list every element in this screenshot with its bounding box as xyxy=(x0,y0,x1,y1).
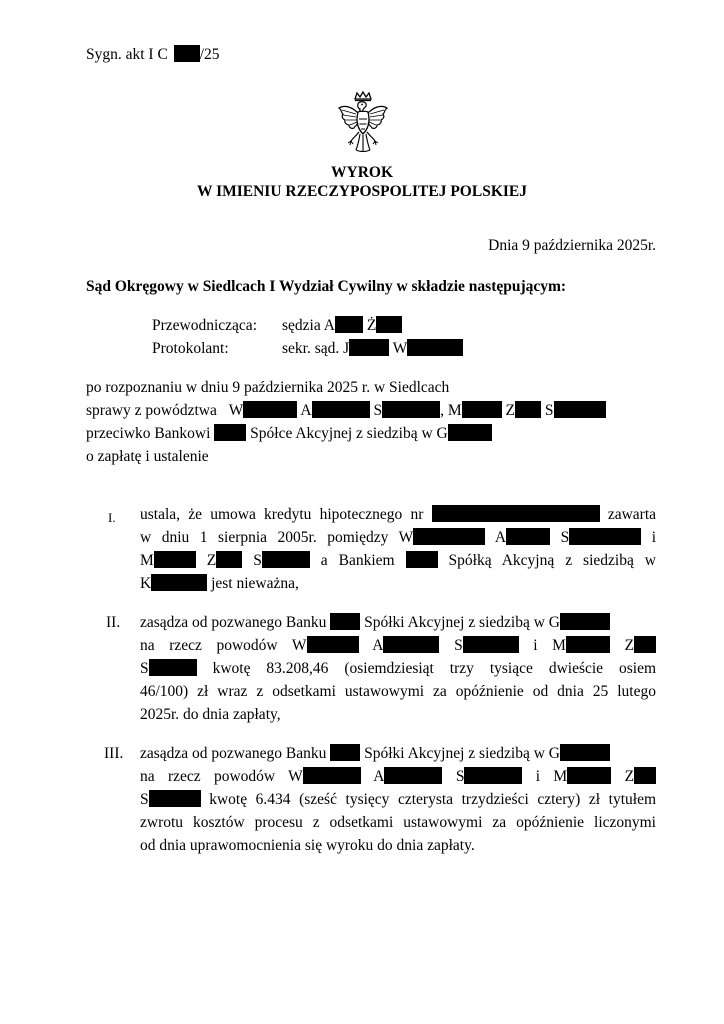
redaction-block xyxy=(243,401,297,418)
text: kwotę 83.208,46 (osiemdziesiąt trzy tysiące dwieście osiem xyxy=(212,660,657,677)
text: zasądza od pozwanego Banku xyxy=(140,745,327,762)
redaction-block xyxy=(462,401,502,418)
judgment-title: WYROK xyxy=(331,164,393,181)
point-numeral: I. xyxy=(108,510,116,525)
redaction-block xyxy=(413,528,485,545)
redaction-block xyxy=(432,505,600,522)
text: na rzecz powodów W xyxy=(140,768,303,785)
redaction-block xyxy=(569,528,641,545)
point-2-line-1 xyxy=(140,612,610,634)
redaction-block xyxy=(464,767,522,784)
initial: S xyxy=(455,768,465,785)
redaction-block xyxy=(384,767,442,784)
redaction-block xyxy=(634,767,656,784)
initial: S xyxy=(454,637,463,654)
text: jest nieważna, xyxy=(211,575,299,592)
redaction-block xyxy=(330,744,360,761)
initial: Z xyxy=(206,552,217,569)
text: i xyxy=(651,529,657,546)
point-1-line-4 xyxy=(140,573,299,595)
redaction-block xyxy=(383,636,439,653)
redaction-block xyxy=(312,401,370,418)
redaction-block xyxy=(566,636,610,653)
redaction-block xyxy=(262,551,310,568)
proceedings-line: po rozpoznaniu w dniu 9 października 2025 r. w Siedlcach xyxy=(86,379,450,396)
redaction-block xyxy=(463,636,519,653)
point-1-line-3 xyxy=(140,550,656,572)
judgment-subtitle: W IMIENIU RZECZYPOSPOLITEJ POLSKIEJ xyxy=(196,183,528,200)
text: kwotę 6.434 (sześć tysięcy czterysta trzydzieści cztery) zł tytułem xyxy=(209,791,657,808)
case-reference-suffix: /25 xyxy=(199,46,220,63)
judge-initial: Ż xyxy=(366,317,377,334)
point-numeral: II. xyxy=(106,614,121,631)
point-3-line-2 xyxy=(140,766,656,788)
point-2-line-2 xyxy=(140,635,656,657)
redaction-block xyxy=(382,401,440,418)
redaction-block xyxy=(634,636,656,653)
text: w dniu 1 sierpnia 2005r. pomiędzy W xyxy=(140,529,414,546)
polish-eagle-emblem-icon xyxy=(337,90,389,154)
court-composition: Sąd Okręgowy w Siedlcach I Wydział Cywilny w składzie następującym: xyxy=(86,278,567,295)
point-2-line-5: 2025r. do dnia zapłaty, xyxy=(140,706,281,723)
initial: S xyxy=(373,402,383,419)
point-3-line-4: zwrotu kosztów procesu z odsetkami ustawowymi za opóźnienie liczonymi xyxy=(140,814,656,831)
text: na rzecz powodów W xyxy=(140,637,307,654)
judgment-date: Dnia 9 października 2025r. xyxy=(488,237,656,254)
text: ustala, że umowa kredytu hipotecznego nr xyxy=(140,506,424,523)
presiding-judge xyxy=(282,315,402,337)
redaction-block xyxy=(330,613,360,630)
redaction-block xyxy=(151,574,207,591)
text: przeciwko Bankowi xyxy=(86,425,211,442)
redaction-block xyxy=(303,767,361,784)
initial: M xyxy=(140,552,154,569)
redaction-block xyxy=(515,401,541,418)
redaction-block xyxy=(149,659,197,676)
court-clerk xyxy=(282,338,463,360)
initial: Z xyxy=(624,637,635,654)
clerk-initial: J xyxy=(343,340,350,357)
initial: A xyxy=(494,529,507,546)
redaction-block xyxy=(376,316,402,333)
judge-title: sędzia xyxy=(282,317,321,334)
case-reference xyxy=(86,44,220,66)
text: Spółką Akcyjną z siedzibą w xyxy=(448,552,656,569)
initial: S xyxy=(140,660,149,677)
point-1-line-1 xyxy=(140,504,656,526)
initial: , M xyxy=(440,402,462,419)
initial: A xyxy=(372,637,384,654)
plaintiffs-line xyxy=(86,400,606,422)
judge-initial: A xyxy=(323,317,335,334)
text: Spółki Akcyjnej z siedzibą w G xyxy=(364,614,560,631)
redaction-block xyxy=(349,339,389,356)
redaction-block xyxy=(448,424,492,441)
subject-line: o zapłatę i ustalenie xyxy=(86,448,209,465)
defendant-line xyxy=(86,423,492,445)
initial: A xyxy=(373,768,385,785)
redaction-block xyxy=(407,339,463,356)
initial: i M xyxy=(533,637,566,654)
point-2-line-3 xyxy=(140,658,656,680)
clerk-label: Protokolant: xyxy=(152,340,229,357)
clerk-initial: W xyxy=(392,340,408,357)
initial: K xyxy=(140,575,152,592)
redaction-block xyxy=(149,790,201,807)
initial: S xyxy=(544,402,554,419)
initial: S xyxy=(560,529,570,546)
text: zasądza od pozwanego Banku xyxy=(140,614,327,631)
redaction-block xyxy=(554,401,606,418)
initial: Z xyxy=(624,768,635,785)
text: Spółki Akcyjnej z siedzibą w G xyxy=(364,745,560,762)
text: a Bankiem xyxy=(320,552,395,569)
point-3-line-3 xyxy=(140,789,656,811)
point-3-line-1 xyxy=(140,743,610,765)
initial: S xyxy=(253,552,262,569)
initial: Z xyxy=(505,402,515,419)
point-2-line-4: 46/100) zł wraz z odsetkami ustawowymi za opóźnienie od dnia 25 lutego xyxy=(140,683,656,700)
initial: S xyxy=(140,791,149,808)
text: zawarta xyxy=(607,506,657,523)
redaction-block xyxy=(154,551,196,568)
initial: W xyxy=(228,402,244,419)
clerk-title: sekr. sąd. xyxy=(282,340,340,357)
presiding-judge-label: Przewodnicząca: xyxy=(152,317,257,334)
redaction-block xyxy=(567,767,611,784)
text: sprawy z powództwa xyxy=(86,402,217,419)
redaction-block xyxy=(307,636,359,653)
point-numeral: III. xyxy=(104,745,124,762)
point-3-line-5: od dnia uprawomocnienia się wyroku do dnia zapłaty. xyxy=(140,837,475,854)
initial: i M xyxy=(535,768,568,785)
initial: A xyxy=(300,402,312,419)
redaction-block xyxy=(560,613,610,630)
text: Spółce Akcyjnej z siedzibą w G xyxy=(250,425,448,442)
redaction-block xyxy=(506,528,550,545)
case-reference-prefix: Sygn. akt I C xyxy=(86,46,168,63)
redaction-block xyxy=(214,424,246,441)
point-1-line-2 xyxy=(140,527,656,549)
redaction-block xyxy=(560,744,610,761)
redaction-block xyxy=(174,45,200,62)
redaction-block xyxy=(335,316,363,333)
redaction-block xyxy=(216,551,242,568)
redaction-block xyxy=(406,551,438,568)
